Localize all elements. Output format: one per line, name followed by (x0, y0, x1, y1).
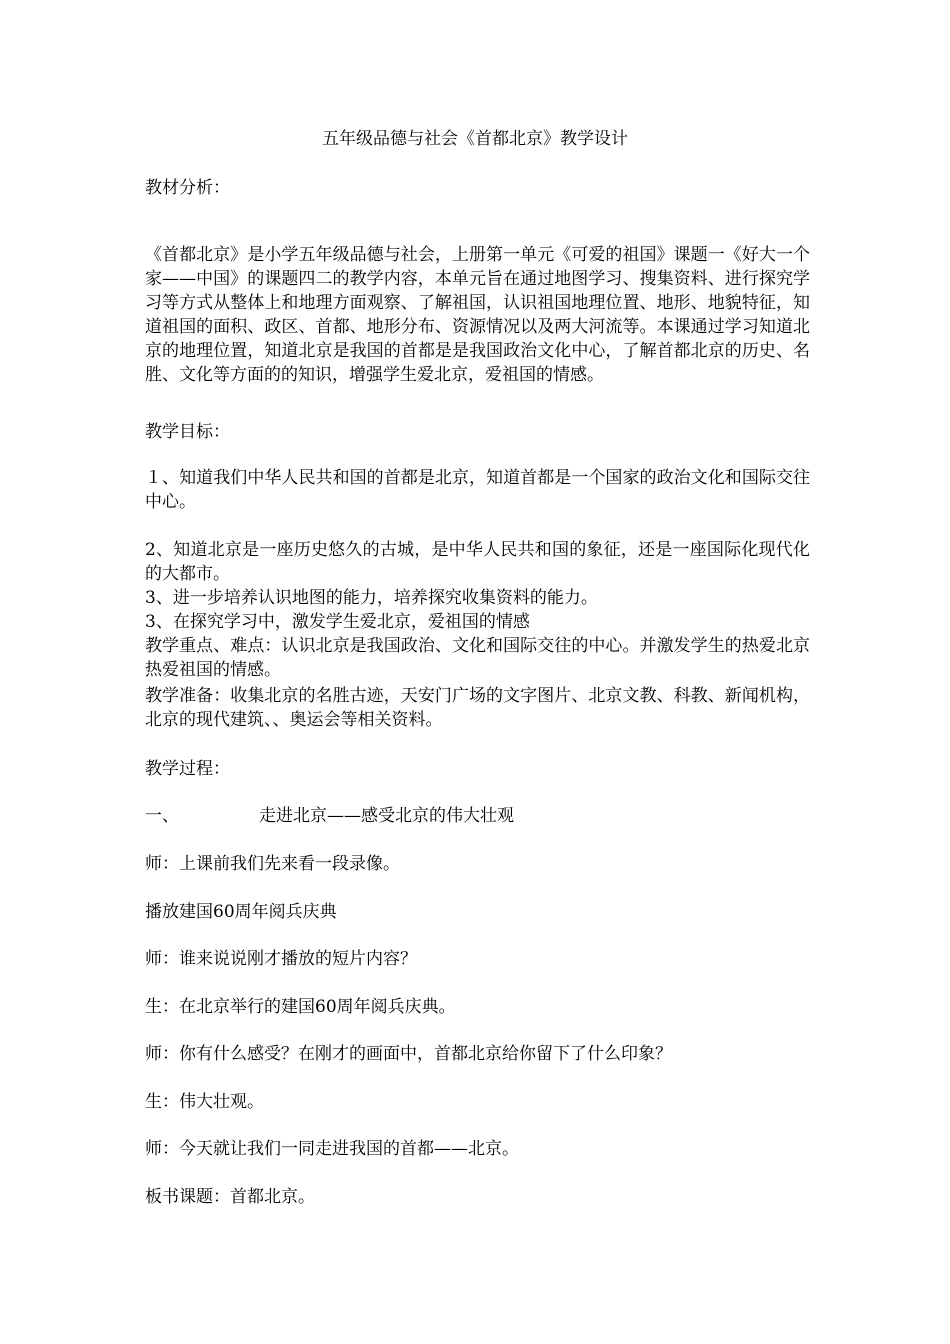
goal-item-4: 3、在探究学习中，激发学生爱北京，爱祖国的情感 (145, 612, 530, 632)
dialogue-line: 生：在北京举行的建国60周年阅兵庆典。 (145, 997, 456, 1017)
goals-heading: 教学目标： (145, 422, 230, 442)
dialogue-line: 师：谁来说说刚才播放的短片内容？ (145, 949, 417, 969)
analysis-heading: 教材分析： (145, 178, 230, 198)
dialogue-line: 师：你有什么感受？在刚才的画面中，首都北京给你留下了什么印象？ (145, 1044, 672, 1064)
teaching-preparation: 教学准备：收集北京的名胜古迹，天安门广场的文字图片、北京文教、科教、新闻机构，北京的现代建筑、、奥运会等相关资料。 (145, 686, 810, 730)
process-heading: 教学过程： (145, 759, 230, 779)
key-points: 教学重点、难点：认识北京是我国政治、文化和国际交往的中心。并激发学生的热爱北京热爱祖国的情感。 (145, 636, 810, 680)
dialogue-line: 师：今天就让我们一同走进我国的首都——北京。 (145, 1139, 519, 1159)
dialogue-line: 师：上课前我们先来看一段录像。 (145, 854, 400, 874)
dialogue-line: 板书课题：首都北京。 (145, 1187, 315, 1207)
section-1-number: 一、 (145, 806, 179, 826)
goal-item-3: 3、进一步培养认识地图的能力，培养探究收集资料的能力。 (145, 588, 598, 608)
document-title: 五年级品德与社会《首都北京》教学设计 (322, 129, 628, 149)
section-1-title: 走进北京——感受北京的伟大壮观 (259, 806, 514, 826)
analysis-paragraph: 《首都北京》是小学五年级品德与社会，上册第一单元《可爱的祖国》课题一《好大一个家——中国》的课题四二的教学内容，本单元旨在通过地图学习、搜集资料、进行探究学习等方式从整体上和地理方面观察、了解祖国，认识祖国地理位置、地形、地貌特征，知道祖国的面积、政区、首都、地形分布、资源情况以及两大河流等。本课通过学习知道北京的地理位置，知道北京是我国的首都是是我国政治文化中心，了解首都北京的历史、名胜、文化等方面的的知识，增强学生爱北京，爱祖国的情感。 (145, 245, 810, 385)
dialogue-line: 生：伟大壮观。 (145, 1092, 264, 1112)
goal-item-2: 2、知道北京是一座历史悠久的古城，是中华人民共和国的象征，还是一座国际化现代化的大都市。 (145, 540, 810, 584)
goal-item-1: １、知道我们中华人民共和国的首都是北京，知道首都是一个国家的政治文化和国际交往中心。 (145, 468, 810, 512)
dialogue-line: 播放建国60周年阅兵庆典 (145, 902, 337, 922)
section-1-heading (145, 804, 810, 828)
